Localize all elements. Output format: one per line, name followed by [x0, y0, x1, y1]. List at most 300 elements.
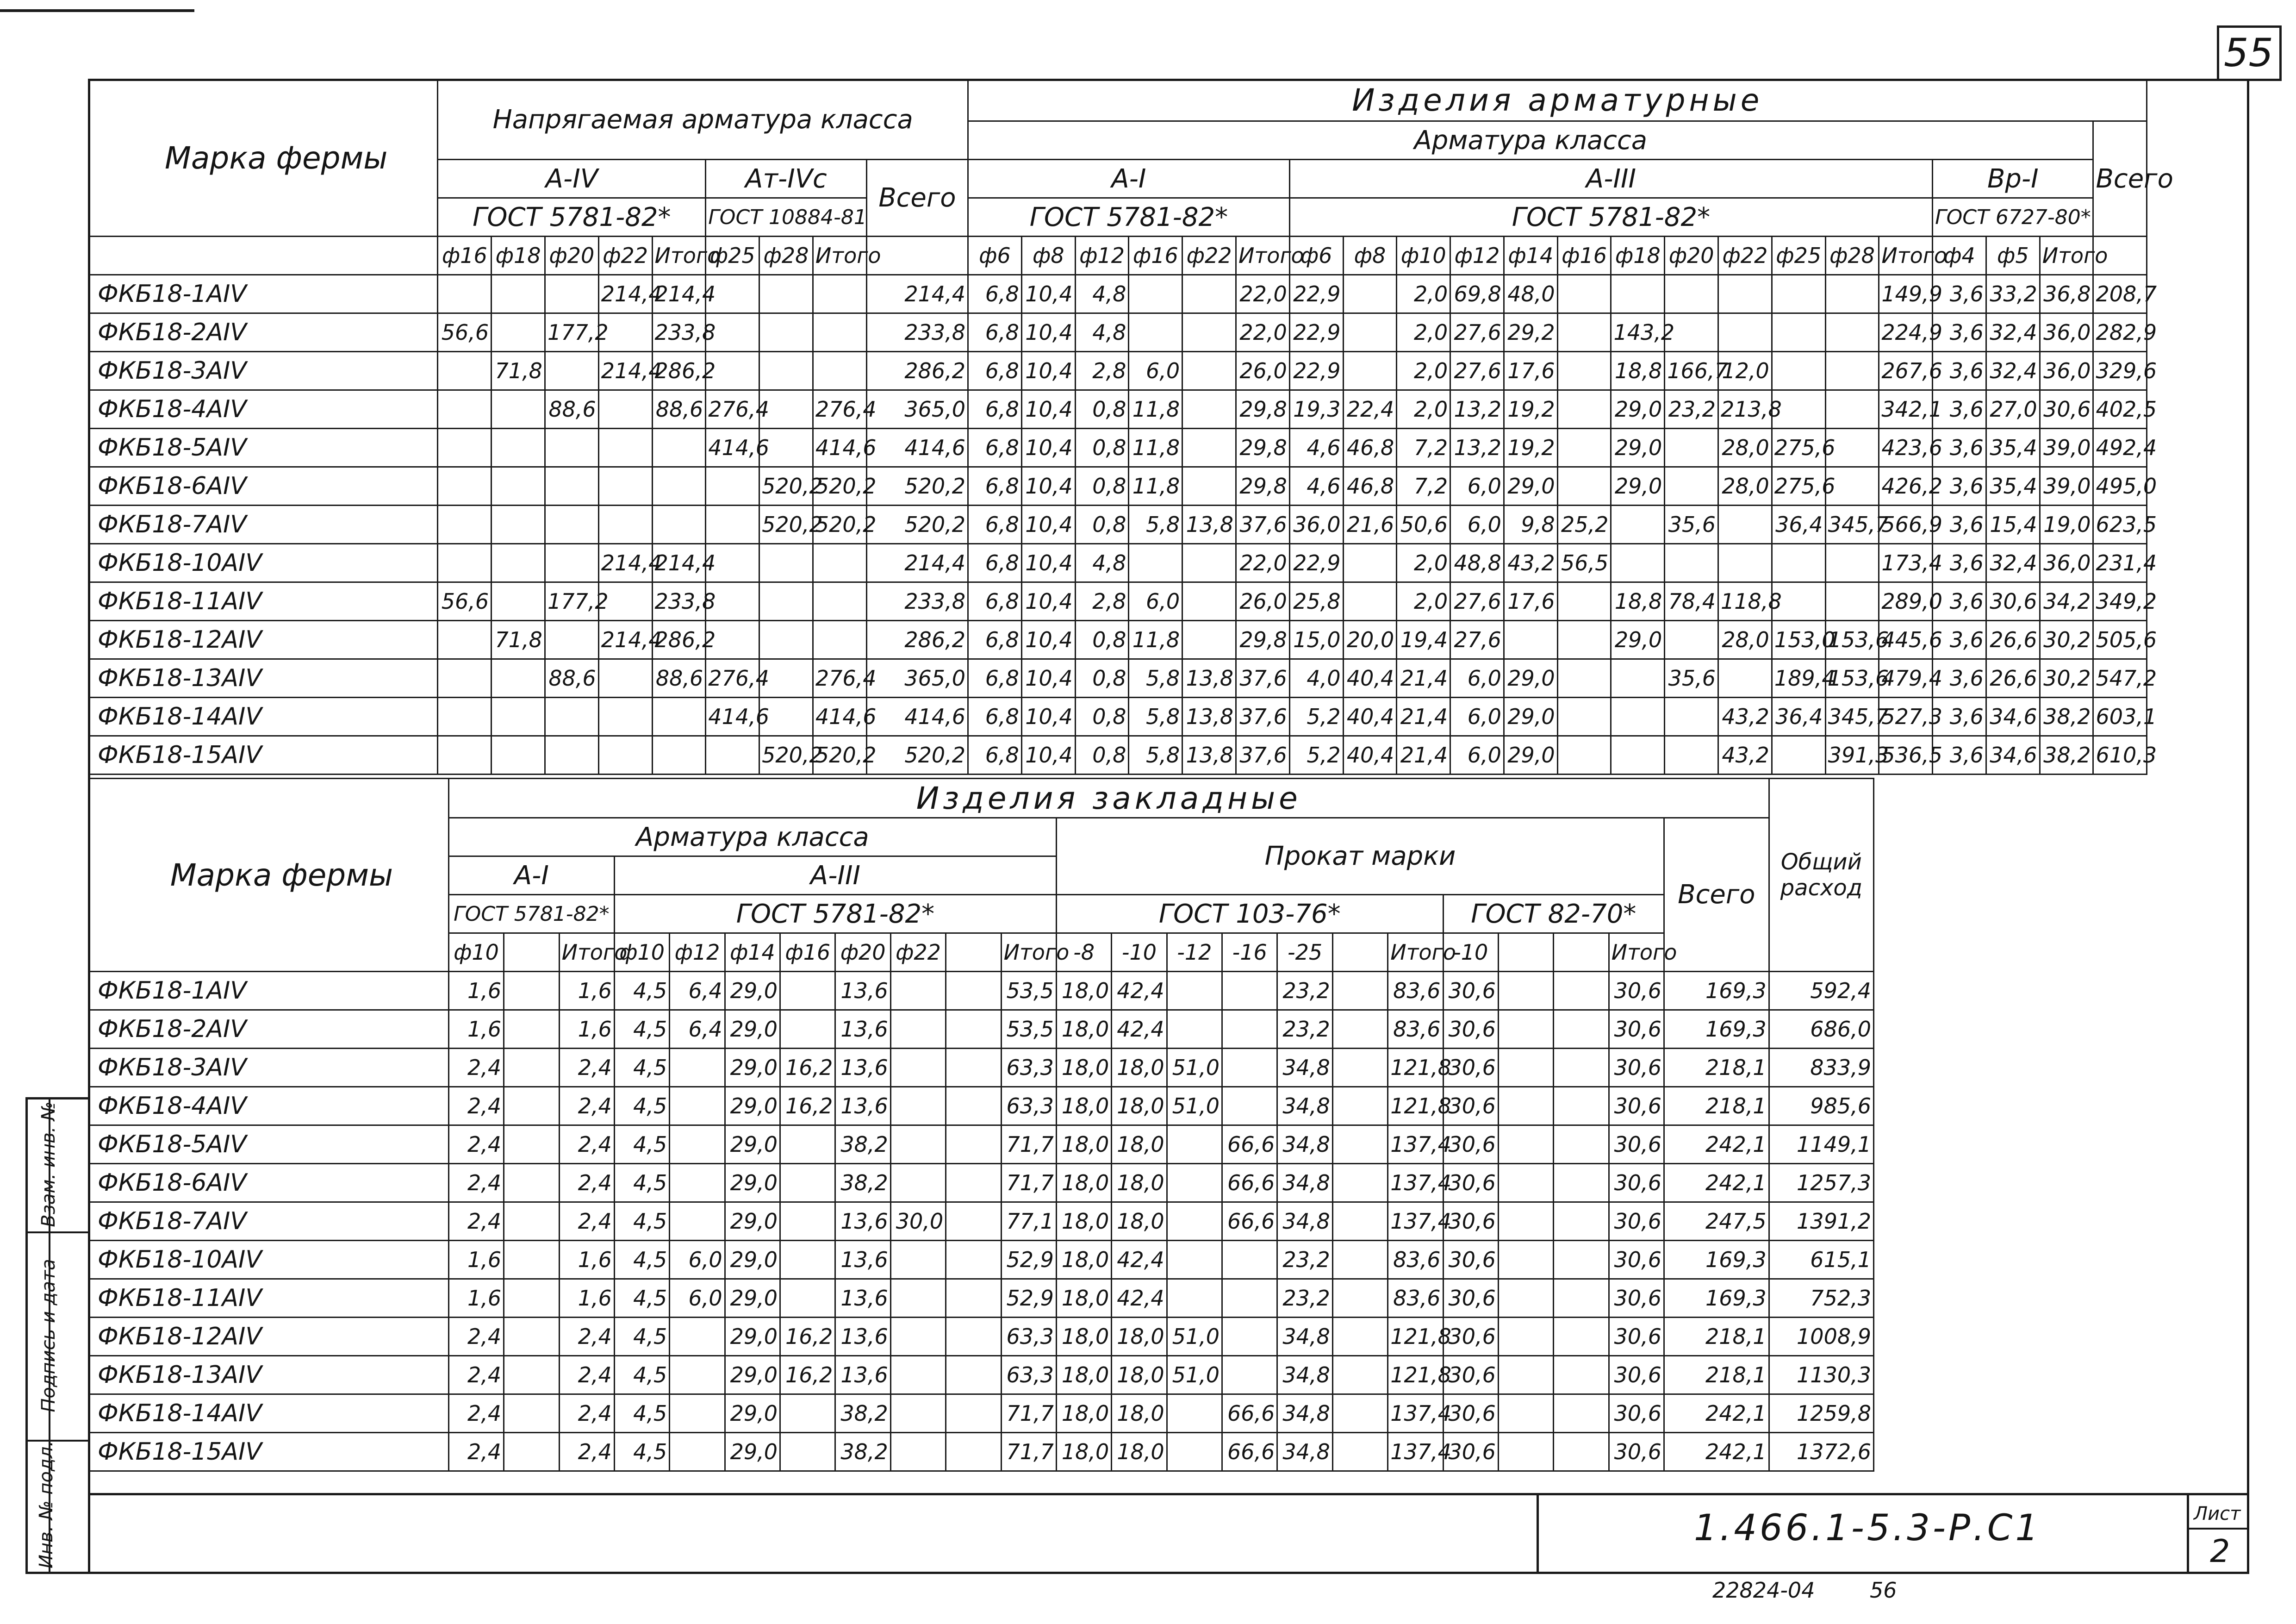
table-cell: 18,8: [1611, 582, 1665, 621]
table-cell: 30,6: [1609, 1394, 1664, 1433]
table-cell: 6,0: [1450, 506, 1504, 544]
table-cell: [1167, 1241, 1222, 1279]
table-cell: 4,5: [614, 1202, 669, 1241]
truss-mark: ФКБ18-11АIV: [89, 582, 438, 621]
t1-colhead-4: Итого: [652, 237, 706, 275]
table-cell: [1557, 736, 1611, 775]
table-cell: 1,6: [559, 1279, 614, 1318]
t1-colhead-17: ф10: [1397, 237, 1450, 275]
t1-colhead-21: ф18: [1611, 237, 1665, 275]
table-cell: [492, 506, 545, 544]
table-cell: 414,6: [813, 429, 866, 467]
table-cell: 29,0: [1504, 659, 1557, 698]
t2-colhead-5: ф14: [725, 933, 780, 972]
table-cell: 38,2: [835, 1394, 890, 1433]
t1-gost-a3: [1289, 198, 1932, 237]
table-cell: 3,6: [1933, 390, 1986, 429]
footer-page: 56: [1870, 1578, 1897, 1603]
table-cell: 6,8: [968, 544, 1022, 582]
table-cell: 276,4: [706, 659, 759, 698]
sheet-label: Лист: [2194, 1503, 2241, 1524]
t1-colhead-25: ф28: [1825, 237, 1879, 275]
table-cell: [1222, 972, 1277, 1010]
t2-colhead-13: -12: [1167, 933, 1222, 972]
t1-colhead-28: ф5: [1986, 237, 2040, 275]
t1-colhead-13: ф22: [1182, 237, 1236, 275]
table-cell: 22,9: [1289, 352, 1343, 390]
table-cell: 2,4: [448, 1433, 504, 1471]
table-cell: 29,0: [725, 1087, 780, 1125]
table-cell: 30,6: [1443, 1202, 1498, 1241]
t2-colhead-18: -10: [1443, 933, 1498, 972]
table-cell: 18,0: [1056, 1010, 1111, 1049]
table-cell: [1332, 1433, 1388, 1471]
table-cell: [1611, 275, 1665, 313]
table-cell: 2,4: [448, 1356, 504, 1394]
t2-colhead-0: ф10: [448, 933, 504, 972]
t2-mark-label: Марка фермы: [170, 857, 393, 893]
table-cell: 29,0: [1611, 621, 1665, 659]
table-cell: 1,6: [559, 1010, 614, 1049]
table-cell: 0,8: [1075, 698, 1129, 736]
table-cell: [890, 1394, 946, 1433]
table-cell: 4,5: [614, 1241, 669, 1279]
table-cell: 423,6: [1879, 429, 1933, 467]
table-cell: 42,4: [1112, 1010, 1167, 1049]
table-cell: 22,0: [1236, 275, 1289, 313]
table-cell: [1332, 1010, 1388, 1049]
table-cell: 214,4: [866, 544, 968, 582]
table-cell: 10,4: [1021, 275, 1075, 313]
table-cell: 29,0: [725, 1202, 780, 1241]
table-cell: [652, 698, 706, 736]
truss-mark: ФКБ18-3АIV: [89, 1049, 449, 1087]
truss-mark: ФКБ18-14АIV: [89, 698, 438, 736]
t2-colhead-20: [1554, 933, 1609, 972]
table-cell: 6,8: [968, 621, 1022, 659]
table-cell: 18,0: [1112, 1394, 1167, 1433]
table-cell: 29,0: [725, 1394, 780, 1433]
table-cell: 414,6: [813, 698, 866, 736]
table-cell: 13,8: [1182, 736, 1236, 775]
table-cell: 118,8: [1718, 582, 1772, 621]
table-cell: 36,0: [2040, 313, 2093, 352]
table-cell: 1,6: [448, 1279, 504, 1318]
side-stamp-signature-date: Подпись и дата: [38, 1259, 59, 1412]
t2-colhead-21: Итого: [1609, 933, 1664, 972]
table-cell: 1130,3: [1769, 1356, 1873, 1394]
table-cell: 43,2: [1504, 544, 1557, 582]
table-cell: [1332, 1164, 1388, 1202]
t2-gost-a1-label: ГОСТ 5781-82*: [454, 902, 610, 926]
t2-colhead-1: [504, 933, 559, 972]
table-cell: [1182, 429, 1236, 467]
table-cell: 7,2: [1397, 429, 1450, 467]
table-cell: 13,8: [1182, 506, 1236, 544]
page-number: 55: [2224, 30, 2273, 75]
table-cell: 13,6: [835, 1202, 890, 1241]
table-cell: [1222, 1356, 1277, 1394]
table-cell: 27,6: [1450, 621, 1504, 659]
table-cell: 13,6: [835, 1010, 890, 1049]
table-cell: 16,2: [780, 1318, 835, 1356]
table-cell: [759, 544, 813, 582]
table-row: [89, 506, 2249, 544]
table-cell: 4,5: [614, 972, 669, 1010]
table-cell: 34,8: [1277, 1164, 1332, 1202]
table-cell: 43,2: [1718, 698, 1772, 736]
table-cell: 479,4: [1879, 659, 1933, 698]
table-cell: 29,0: [1504, 698, 1557, 736]
table-cell: 51,0: [1167, 1356, 1222, 1394]
t1-colhead-3: ф22: [598, 237, 652, 275]
table-cell: [1182, 352, 1236, 390]
table-cell: [759, 313, 813, 352]
table-cell: 30,6: [1609, 1356, 1664, 1394]
t1-colhead-5: ф25: [706, 237, 759, 275]
t2-rebar-class: Арматура класса: [636, 822, 869, 852]
table-cell: [946, 1394, 1001, 1433]
table-cell: 36,0: [2040, 352, 2093, 390]
t1-grand-total-header: [2093, 121, 2173, 237]
table-cell: 34,6: [1986, 736, 2040, 775]
t2-colhead-12: -10: [1112, 933, 1167, 972]
table-cell: 218,1: [1664, 1318, 1769, 1356]
table-cell: [890, 972, 946, 1010]
table-cell: 88,6: [652, 390, 706, 429]
table-cell: 1,6: [448, 1241, 504, 1279]
table-row: [89, 1356, 1874, 1394]
truss-mark: ФКБ18-10АIV: [89, 1241, 449, 1279]
table-cell: 27,6: [1450, 582, 1504, 621]
table-cell: [946, 1241, 1001, 1279]
table-cell: 29,0: [725, 1125, 780, 1164]
table-cell: 1257,3: [1769, 1164, 1873, 1202]
table-cell: 29,0: [725, 1318, 780, 1356]
table-cell: 11,8: [1129, 429, 1182, 467]
table-cell: 37,6: [1236, 506, 1289, 544]
table-cell: [1222, 1318, 1277, 1356]
table-cell: 4,8: [1075, 275, 1129, 313]
table-cell: [1182, 390, 1236, 429]
truss-mark: ФКБ18-1АIV: [89, 275, 438, 313]
t1-group-a3-label: А-III: [1586, 163, 1636, 194]
table-cell: 6,8: [968, 313, 1022, 352]
table-cell: 66,6: [1222, 1164, 1277, 1202]
table-cell: [598, 467, 652, 506]
table-cell: 38,2: [835, 1125, 890, 1164]
t2-title: Изделия закладные: [916, 780, 1301, 816]
table-cell: [1825, 313, 1879, 352]
t1-rebar-class-header: [968, 121, 2093, 160]
t1-group-bp1-label: Вр-I: [1987, 163, 2039, 194]
table-cell: [438, 352, 492, 390]
table-cell: 30,6: [1443, 1049, 1498, 1087]
t1-products-header: [968, 80, 2147, 121]
table-cell: 6,8: [968, 467, 1022, 506]
table-cell: 30,6: [1443, 1318, 1498, 1356]
table-cell: [1182, 313, 1236, 352]
table-cell: 30,6: [1609, 1433, 1664, 1471]
truss-mark: ФКБ18-11АIV: [89, 1279, 449, 1318]
table-cell: [1557, 313, 1611, 352]
table-cell: 30,6: [1609, 1164, 1664, 1202]
table-cell: 36,4: [1772, 698, 1825, 736]
table-cell: [504, 1202, 559, 1241]
table-cell: 19,4: [1397, 621, 1450, 659]
table-cell: 88,6: [545, 390, 598, 429]
table-cell: 3,6: [1933, 275, 1986, 313]
table-cell: 30,6: [1443, 1433, 1498, 1471]
truss-mark: ФКБ18-6АIV: [89, 1164, 449, 1202]
table-cell: 247,5: [1664, 1202, 1769, 1241]
table-cell: 18,0: [1056, 1125, 1111, 1164]
table-cell: 121,8: [1388, 1356, 1443, 1394]
table-cell: 88,6: [652, 659, 706, 698]
table-cell: 169,3: [1664, 1010, 1769, 1049]
table-cell: 23,2: [1665, 390, 1718, 429]
table-cell: 63,3: [1001, 1356, 1056, 1394]
t2-gost-82: [1443, 895, 1664, 933]
table-cell: [890, 1433, 946, 1471]
table-cell: 2,0: [1397, 352, 1450, 390]
table-cell: 25,2: [1557, 506, 1611, 544]
t1-group-at4c: [706, 160, 866, 198]
table-cell: 71,7: [1001, 1164, 1056, 1202]
table-cell: [1498, 1049, 1553, 1087]
table-cell: [706, 467, 759, 506]
table-cell: [1332, 972, 1388, 1010]
table-cell: 527,3: [1879, 698, 1933, 736]
table-cell: 29,0: [725, 1010, 780, 1049]
table-cell: [1332, 1241, 1388, 1279]
table-cell: 13,6: [835, 972, 890, 1010]
table-cell: 349,2: [2093, 582, 2147, 621]
table-cell: 23,2: [1277, 972, 1332, 1010]
table-cell: [1498, 1279, 1553, 1318]
table-cell: 9,8: [1504, 506, 1557, 544]
t1-colhead-20: ф16: [1557, 237, 1611, 275]
titleblock-top-line: [88, 1493, 2249, 1495]
table-cell: 6,4: [670, 972, 725, 1010]
table-cell: [1718, 313, 1772, 352]
t2-rolled-title: Прокат марки: [1264, 841, 1456, 871]
table-cell: 50,6: [1397, 506, 1450, 544]
table-cell: 286,2: [866, 621, 968, 659]
table-cell: 149,9: [1879, 275, 1933, 313]
table-cell: [1665, 621, 1718, 659]
table-cell: [504, 1087, 559, 1125]
table-cell: 4,6: [1289, 429, 1343, 467]
table-cell: 18,0: [1056, 1394, 1111, 1433]
table-row: [89, 275, 2249, 313]
table-cell: 11,8: [1129, 467, 1182, 506]
t1-gost-bp1: [1933, 198, 2093, 237]
table-cell: 30,6: [1609, 1318, 1664, 1356]
table-cell: 25,8: [1289, 582, 1343, 621]
table-cell: 40,4: [1343, 736, 1397, 775]
table-cell: 30,6: [1443, 1010, 1498, 1049]
table-cell: [780, 1164, 835, 1202]
table-cell: 12,0: [1718, 352, 1772, 390]
table-cell: 21,4: [1397, 736, 1450, 775]
table-cell: [1665, 275, 1718, 313]
table-cell: 520,2: [759, 736, 813, 775]
table-cell: [492, 698, 545, 736]
table-cell: [890, 1164, 946, 1202]
table-cell: [946, 1010, 1001, 1049]
t2-colhead-15: -25: [1277, 933, 1332, 972]
table-cell: [1825, 352, 1879, 390]
t1-colhead-8: [866, 237, 968, 275]
reinforcement-table: [88, 79, 2249, 775]
table-cell: 2,4: [448, 1049, 504, 1087]
t1-prestressed-total-label: Всего: [878, 183, 956, 213]
table-cell: 4,8: [1075, 313, 1129, 352]
table-cell: 213,8: [1718, 390, 1772, 429]
table-cell: 166,7: [1665, 352, 1718, 390]
table-cell: 137,4: [1388, 1202, 1443, 1241]
table-cell: 3,6: [1933, 352, 1986, 390]
table-cell: [813, 582, 866, 621]
table-cell: 3,6: [1933, 659, 1986, 698]
table-cell: [1222, 1241, 1277, 1279]
table-cell: [670, 1318, 725, 1356]
table-cell: 169,3: [1664, 1241, 1769, 1279]
table-cell: 18,0: [1112, 1049, 1167, 1087]
table-cell: [1129, 313, 1182, 352]
table-cell: [946, 972, 1001, 1010]
table-cell: [946, 1164, 1001, 1202]
table-cell: 1391,2: [1769, 1202, 1873, 1241]
table-cell: 6,8: [968, 429, 1022, 467]
table-cell: 5,2: [1289, 736, 1343, 775]
table-cell: 286,2: [652, 621, 706, 659]
table-cell: 30,6: [1986, 582, 2040, 621]
table-cell: 29,0: [1611, 429, 1665, 467]
table-cell: [1554, 1087, 1609, 1125]
table-cell: 30,6: [1443, 1394, 1498, 1433]
table-cell: 505,6: [2093, 621, 2147, 659]
table-cell: 345,7: [1825, 698, 1879, 736]
table-cell: [890, 1087, 946, 1125]
table-cell: 51,0: [1167, 1087, 1222, 1125]
table-cell: [438, 429, 492, 467]
table-cell: 414,6: [706, 698, 759, 736]
table-cell: [1332, 1125, 1388, 1164]
table-cell: 27,6: [1450, 313, 1504, 352]
table-cell: 121,8: [1388, 1049, 1443, 1087]
table-cell: [598, 698, 652, 736]
table-cell: 1,6: [448, 1010, 504, 1049]
top-edge-mark: [0, 9, 194, 12]
t2-gost-a3-label: ГОСТ 5781-82*: [736, 899, 935, 929]
table-cell: 42,4: [1112, 1241, 1167, 1279]
table-cell: 30,2: [2040, 659, 2093, 698]
t2-colhead-19: [1498, 933, 1553, 972]
t2-colhead-3: ф10: [614, 933, 669, 972]
table-cell: 282,9: [2093, 313, 2147, 352]
table-cell: [1498, 1010, 1553, 1049]
table-cell: 536,5: [1879, 736, 1933, 775]
table-cell: [780, 1433, 835, 1471]
table-cell: 5,8: [1129, 506, 1182, 544]
table-cell: [1554, 1049, 1609, 1087]
table-cell: 46,8: [1343, 429, 1397, 467]
table-cell: 233,8: [652, 313, 706, 352]
table-cell: 208,7: [2093, 275, 2147, 313]
table-cell: 686,0: [1769, 1010, 1873, 1049]
table-cell: 2,4: [559, 1125, 614, 1164]
table-cell: 13,6: [835, 1049, 890, 1087]
table-cell: [1557, 275, 1611, 313]
table-cell: [1222, 1279, 1277, 1318]
table-cell: 623,5: [2093, 506, 2147, 544]
table-row: [89, 582, 2249, 621]
table-cell: [438, 544, 492, 582]
table-cell: 4,5: [614, 1279, 669, 1318]
table-cell: 6,8: [968, 659, 1022, 698]
table-cell: 1,6: [559, 972, 614, 1010]
table-cell: 13,2: [1450, 429, 1504, 467]
table-cell: 13,2: [1450, 390, 1504, 429]
table-cell: [946, 1356, 1001, 1394]
table-cell: 17,6: [1504, 352, 1557, 390]
table-cell: 520,2: [813, 736, 866, 775]
table-cell: 16,2: [780, 1356, 835, 1394]
truss-mark: ФКБ18-12АIV: [89, 1318, 449, 1356]
table-cell: 218,1: [1664, 1049, 1769, 1087]
table-cell: 276,4: [813, 390, 866, 429]
t1-colhead-23: ф22: [1718, 237, 1772, 275]
table-row: [89, 1010, 1874, 1049]
t1-prestressed-header: [438, 80, 968, 160]
table-cell: 42,4: [1112, 972, 1167, 1010]
table-cell: [545, 698, 598, 736]
table-cell: 4,5: [614, 1049, 669, 1087]
table-cell: 4,0: [1289, 659, 1343, 698]
table-cell: 10,4: [1021, 582, 1075, 621]
table-cell: 66,6: [1222, 1394, 1277, 1433]
table-cell: 6,8: [968, 736, 1022, 775]
table-cell: 46,8: [1343, 467, 1397, 506]
table-cell: 6,8: [968, 352, 1022, 390]
table-cell: 5,8: [1129, 736, 1182, 775]
table-cell: [670, 1202, 725, 1241]
table-cell: 30,6: [2040, 390, 2093, 429]
table-cell: 520,2: [866, 736, 968, 775]
table-cell: 28,0: [1718, 429, 1772, 467]
table-cell: 35,4: [1986, 467, 2040, 506]
table-cell: 18,0: [1056, 1202, 1111, 1241]
t1-grand-total-label: Всего: [2096, 163, 2173, 194]
table-cell: [1332, 1049, 1388, 1087]
table-cell: 7,2: [1397, 467, 1450, 506]
table-cell: 19,3: [1289, 390, 1343, 429]
table-cell: [1129, 544, 1182, 582]
table-cell: [1611, 736, 1665, 775]
table-cell: 78,4: [1665, 582, 1718, 621]
table-cell: 137,4: [1388, 1394, 1443, 1433]
table-cell: 214,4: [598, 621, 652, 659]
table-cell: 30,6: [1443, 1356, 1498, 1394]
table-cell: 391,3: [1825, 736, 1879, 775]
table-cell: [438, 621, 492, 659]
table-cell: 35,6: [1665, 659, 1718, 698]
table-cell: 18,0: [1112, 1125, 1167, 1164]
t2-total-header: [1664, 818, 1769, 972]
table-cell: 36,4: [1772, 506, 1825, 544]
